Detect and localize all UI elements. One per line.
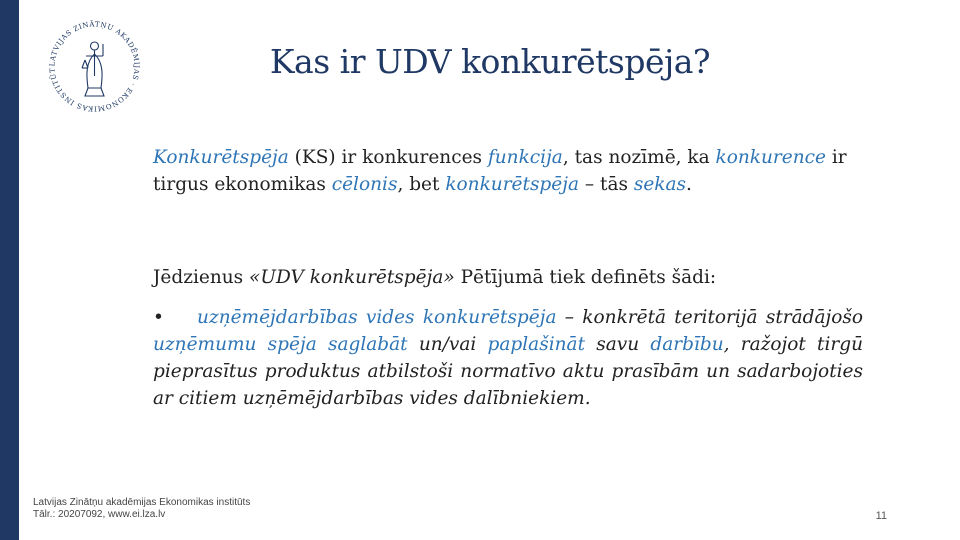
bullet-marker: • bbox=[153, 307, 164, 328]
justice-figure-seal-icon bbox=[42, 14, 147, 119]
text-run: ir tirgus ekonomikas bbox=[153, 147, 847, 195]
emph-vides-konkuretspeja: uzņēmējdarbības vides konkurētspēja bbox=[197, 307, 557, 328]
emph-konkuretspeja: Konkurētspēja bbox=[153, 147, 289, 168]
emph-darbibu: darbību bbox=[650, 334, 724, 355]
text-run: , ražojot tirgū pieprasītus produktus atbilstoši normatīvo aktu prasībām un sadarbojoties ar citiem uzņēmējdarbības vides dalībniekiem. bbox=[153, 334, 863, 409]
text-run: – tās bbox=[579, 174, 634, 195]
text-run: , tas nozīmē, ka bbox=[562, 147, 716, 168]
svg-text:LATVIJAS ZINĀTŅU AKADĒMIJAS ·: LATVIJAS ZINĀTŅU AKADĒMIJAS · EKONOMIKAS INSTITŪT bbox=[48, 20, 141, 113]
emph-konkurence: konkurence bbox=[715, 147, 826, 168]
page-number: 11 bbox=[875, 510, 887, 522]
emph-sekas: sekas bbox=[633, 174, 687, 195]
page-title: Kas ir UDV konkurētspēja? bbox=[269, 42, 711, 81]
text-run: Jēdzienus bbox=[153, 267, 250, 288]
emph-konkuretspeja-2: konkurētspēja bbox=[445, 174, 579, 195]
text-run: (KS) ir konkurences bbox=[288, 147, 488, 168]
term-udv-konkuretspeja: «UDV konkurētspēja» bbox=[249, 267, 455, 288]
definition-paragraph bbox=[153, 144, 863, 198]
emph-spejas-saglabat: uzņēmumu spēja saglabāt bbox=[153, 334, 408, 355]
text-run: – konkrētā teritorijā strādājošo bbox=[556, 307, 864, 328]
footer bbox=[33, 497, 250, 521]
text-run: , bet bbox=[397, 174, 446, 195]
footer-contact: Tālr.: 20207092, www.ei.lza.lv bbox=[33, 509, 166, 520]
intro-paragraph bbox=[153, 264, 863, 291]
emph-paplasinat: paplašināt bbox=[487, 334, 585, 355]
left-accent-bar bbox=[0, 0, 19, 540]
institute-logo bbox=[42, 14, 147, 119]
text-run: . bbox=[686, 174, 692, 195]
text-run: un/vai bbox=[407, 334, 488, 355]
footer-institute: Latvijas Zinātņu akadēmijas Ekonomikas institūts bbox=[33, 497, 251, 508]
emph-funkcija: funkcija bbox=[487, 147, 563, 168]
text-run: Pētījumā tiek definēts šādi: bbox=[454, 267, 717, 288]
bullet-definition bbox=[153, 304, 863, 412]
text-run: savu bbox=[585, 334, 651, 355]
emph-celonis: cēlonis bbox=[331, 174, 398, 195]
